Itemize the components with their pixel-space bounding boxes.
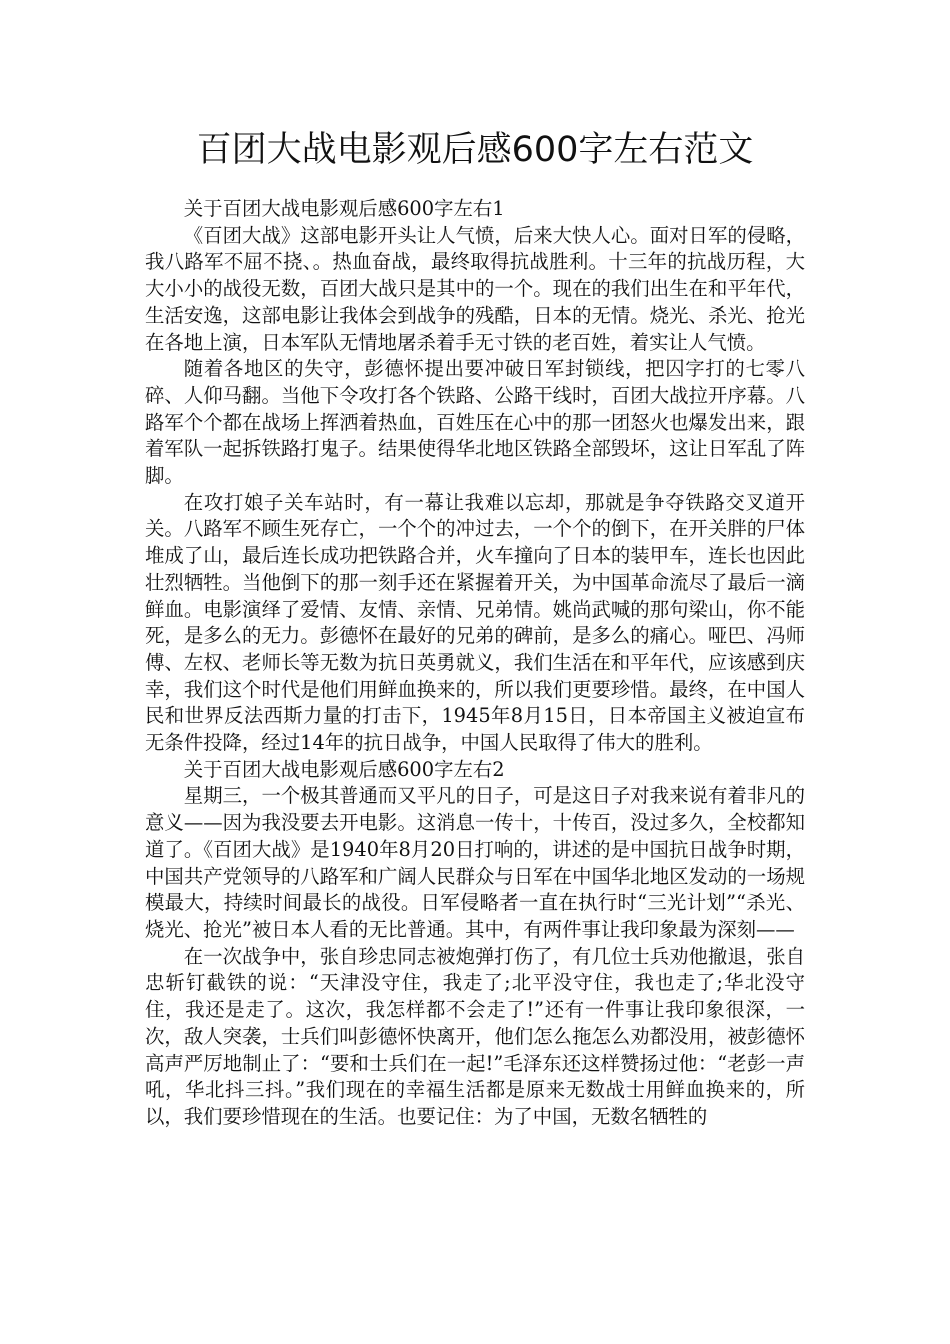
- paragraph: 星期三，一个极其普通而又平凡的日子，可是这日子对我来说有着非凡的意义——因为我没要去开电影。这消息一传十，十传百，没过多久，全校都知道了。《百团大战》是1940年8月20日打响的，讲述的是中国抗日战争时期，中国共产党领导的八路军和广阔人民群众与日军在中国华北地区发动的一场规模最大，持续时间最长的战役。日军侵略者一直在执行时“三光计划”“杀光、烧光、抢光”被日本人看的无比普通。其中，有两件事让我印象最为深刻——: [145, 784, 805, 941]
- paragraph: 在一次战争中，张自珍忠同志被炮弹打伤了，有几位士兵劝他撤退，张自忠斩钉截铁的说：“天津没守住，我走了;北平没守住，我也走了;华北没守住，我还是走了。这次，我怎样都不会走了!”还有一件事让我印象很深，一次，敌人突袭，士兵们叫彭德怀快离开，他们怎么拖怎么劝都没用，被彭德怀高声严厉地制止了：“要和士兵们在一起!”毛泽东还这样赞扬过他：“老彭一声吼，华北抖三抖。”我们现在的幸福生活都是原来无数战士用鲜血换来的，所以，我们要珍惜现在的生活。也要记住：为了中国，无数名牺牲的: [145, 944, 805, 1128]
- paragraph: 在攻打娘子关车站时，有一幕让我难以忘却，那就是争夺铁路交叉道开关。八路军不顾生死存亡，一个个的冲过去，一个个的倒下，在开关胖的尸体堆成了山，最后连长成功把铁路合并，火车撞向了日本的装甲车，连长也因此壮烈牺牲。当他倒下的那一刻手还在紧握着开关，为中国革命流尽了最后一滴鲜血。电影演绎了爱情、友情、亲情、兄弟情。姚尚武喊的那句梁山，你不能死，是多么的无力。彭德怀在最好的兄弟的碑前，是多么的痛心。哑巴、冯师傅、左权、老师长等无数为抗日英勇就义，我们生活在和平年代，应该感到庆幸，我们这个时代是他们用鲜血换来的，所以我们更要珍惜。最终，在中国人民和世界反法西斯力量的打击下，1945年8月15日，日本帝国主义被迫宣布无条件投降，经过14年的抗日战争，中国人民取得了伟大的胜利。: [145, 490, 805, 755]
- document-body: [145, 196, 805, 1131]
- paragraph: 《百团大战》这部电影开头让人气愤，后来大快人心。面对日军的侵略，我八路军不屈不挠、。热血奋战，最终取得抗战胜利。十三年的抗战历程，大大小小的战役无数，百团大战只是其中的一个。现在的我们出生在和平年代，生活安逸，这部电影让我体会到战争的残酷，日本的无情。烧光、杀光、抢光在各地上演，日本军队无情地屠杀着手无寸铁的老百姓，着实让人气愤。: [145, 223, 805, 354]
- document-title: 百团大战电影观后感600字左右范文: [196, 130, 754, 170]
- section-heading-2: 关于百团大战电影观后感600字左右2: [183, 757, 505, 781]
- paragraph: 随着各地区的失守，彭德怀提出要冲破日军封锁线，把囚字打的七零八碎、人仰马翻。当他下令攻打各个铁路、公路干线时，百团大战拉开序幕。八路军个个都在战场上挥洒着热血，百姓压在心中的那一团怒火也爆发出来，跟着军队一起拆铁路打鬼子。结果使得华北地区铁路全部毁坏，这让日军乱了阵脚。: [145, 357, 805, 488]
- section-heading-1: 关于百团大战电影观后感600字左右1: [183, 197, 505, 220]
